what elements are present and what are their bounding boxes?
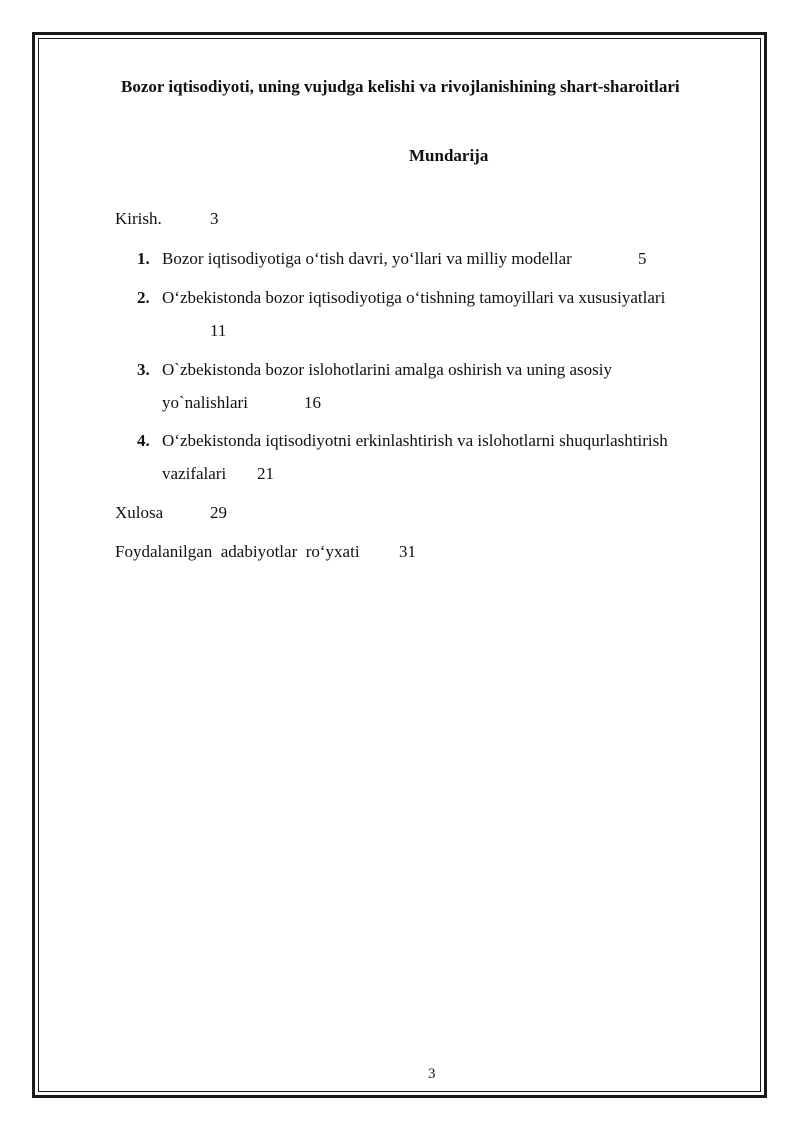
toc-item-page: 16: [304, 393, 321, 412]
toc-item-number: 3.: [137, 360, 150, 379]
toc-item-text-continued: yo`nalishlari: [162, 393, 248, 412]
toc-heading: Mundarija: [409, 146, 489, 165]
toc-intro-page: 3: [210, 209, 219, 228]
toc-item-text-continued: vazifalari: [162, 464, 227, 483]
toc-references-page: 31: [399, 542, 416, 561]
document-title: Bozor iqtisodiyoti, uning vujudga kelishi va rivojlanishining shart-sharoitlari: [121, 77, 680, 96]
toc-item-page: 11: [210, 321, 227, 340]
toc-references-label: Foydalanilgan adabiyotlar ro‘yxati: [115, 542, 360, 561]
toc-item-number: 2.: [137, 288, 150, 307]
page-number: 3: [428, 1066, 436, 1082]
toc-item-page: 21: [257, 464, 274, 483]
toc-item-text: O‘zbekistonda bozor iqtisodiyotiga o‘tishning tamoyillari va xususiyatlari: [162, 288, 666, 307]
toc-conclusion-label: Xulosa: [115, 503, 164, 522]
toc-item-number: 4.: [137, 431, 150, 450]
toc-item-text: Bozor iqtisodiyotiga o‘tish davri, yo‘llari va milliy modellar: [162, 249, 572, 268]
toc-item-text: O‘zbekistonda iqtisodiyotni erkinlashtirish va islohotlarni shuqurlashtirish: [162, 431, 668, 450]
toc-conclusion-page: 29: [210, 503, 227, 522]
page-border: [32, 32, 767, 1098]
toc-item-number: 1.: [137, 249, 150, 268]
toc-intro-label: Kirish.: [115, 209, 162, 228]
toc-item-page: 5: [638, 249, 647, 268]
toc-item-text: O`zbekistonda bozor islohotlarini amalga oshirish va uning asosiy: [162, 360, 612, 379]
